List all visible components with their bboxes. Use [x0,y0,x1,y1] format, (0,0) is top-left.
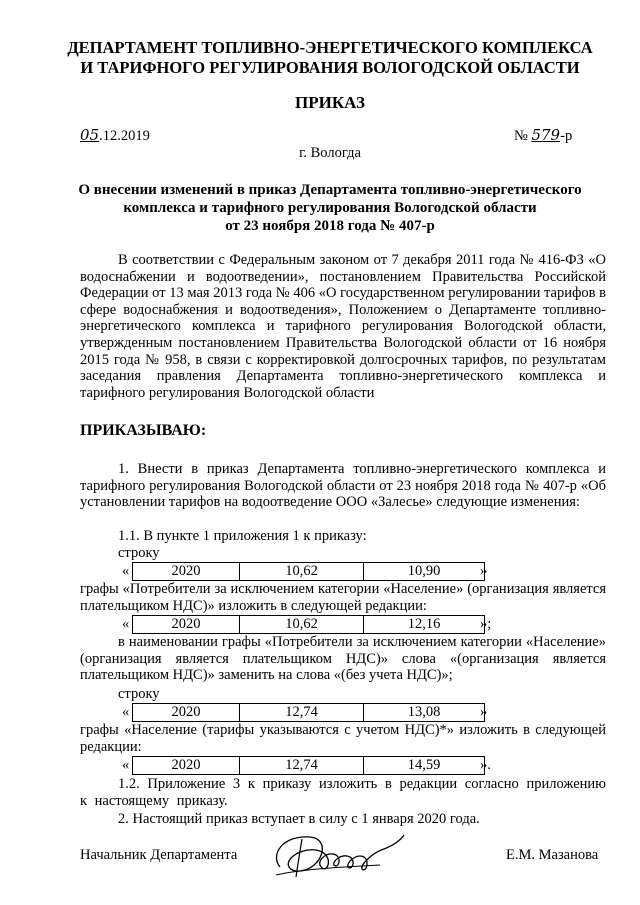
open-quote: « [122,757,130,773]
tariff-table-3 [132,703,488,722]
open-quote: « [122,704,130,720]
value-cell-1: 12,74 [240,704,364,722]
value-cell-1: 10,62 [240,563,364,581]
stroku-label-1: строку [118,545,160,561]
city: г. Вологда [299,145,361,161]
order-title-line2: комплекса и тарифного регулирования Вологодской области [123,200,537,216]
value-cell-1: 10,62 [240,616,364,634]
open-quote: « [122,563,130,579]
year-cell: 2020 [133,563,240,581]
preamble-paragraph: В соответствии с Федеральным законом от 7 декабря 2011 года № 416-ФЗ «О водоснабжении и водоотведении», постановлением Правительства Российской Федерации от 13 мая 2013 года № 406 «О государственном регулировании тарифов в сфере водоснабжения и водоотведения», Положением о Департаменте топливно-энергетического комплекса и тарифного регулирования Вологодской области, утвержденным постановлением Правительства Вологодской области от 16 ноября 2015 года № 958, в связи с корректировкой долгосрочных тарифов, по результатам заседания правления Департамента топливно-энергетического комплекса и тарифного регулирования Вологодской области [80,252,606,401]
order-date [80,127,150,145]
close-quote: » [480,704,488,720]
year-cell: 2020 [133,704,240,722]
tariff-table-2 [132,615,485,634]
order-title-line1: О внесении изменений в приказ Департамента топливно-энергетического [78,182,582,198]
year-cell: 2020 [133,616,240,634]
document-type: ПРИКАЗ [295,93,365,112]
year-cell: 2020 [133,757,240,775]
close-quote: ». [480,757,491,773]
value-cell-2: 13,08 [364,704,485,722]
item-2-paragraph: 2. Настоящий приказ вступает в силу с 1 января 2020 года. [118,811,480,827]
department-name-line1: ДЕПАРТАМЕНТ ТОПЛИВНО-ЭНЕРГЕТИЧЕСКОГО КОМПЛЕКСА [67,38,593,57]
rename-paragraph: в наименовании графы «Потребители за исключением категории «Население» (организация является плательщиком НДС)» слова «(организация является плательщиком НДС)» заменить на слова «(без учета НДС)»; [80,634,606,684]
tariff-row-1 [118,562,498,581]
value-cell-2: 14,59 [364,757,485,775]
department-name-line2: И ТАРИФНОГО РЕГУЛИРОВАНИЯ ВОЛОГОДСКОЙ ОБЛАСТИ [80,58,580,77]
value-cell-2: 12,16 [364,616,485,634]
graph-2-paragraph: графы «Население (тарифы указываются с учетом НДС)*» изложить в следующей редакции: [80,722,606,755]
order-number [514,127,572,145]
value-cell-2: 10,90 [364,563,485,581]
order-title-line3: от 23 ноября 2018 года № 407-р [225,218,435,234]
stroku-label-2: строку [118,686,160,702]
signatory-name: Е.М. Мазанова [506,847,599,863]
signatory-position: Начальник Департамента [80,847,238,863]
tariff-row-3 [118,703,498,722]
tariff-table-1 [132,562,488,581]
open-quote: « [122,616,130,632]
item-1-paragraph: 1. Внести в приказ Департамента топливно-энергетического комплекса и тарифного регулирования Вологодской области от 23 ноября 2018 года № 407-р «Об установлении тарифов на водоотведение ООО «Залесье» следующие изменения: [80,461,606,511]
order-word: ПРИКАЗЫВАЮ: [80,422,207,439]
order-number-suffix: -р [560,128,573,144]
tariff-table-4 [132,756,485,775]
item-1-1-heading: 1.1. В пункте 1 приложения 1 к приказу: [118,528,367,544]
tariff-row-2 [118,615,498,634]
value-cell-1: 12,74 [240,757,364,775]
order-date-rest: .12.2019 [99,128,150,144]
handwritten-signature [262,825,412,885]
order-date-day: 05 [80,126,100,144]
order-number-prefix: № [514,128,528,144]
close-quote: » [480,563,488,579]
graph-1-paragraph: графы «Потребители за исключением категории «Население» (организация является плательщиком НДС)» изложить в следующей редакции: [80,581,606,614]
item-1-2-paragraph: 1.2. Приложение 3 к приказу изложить в редакции согласно приложению к настоящему приказу. [80,776,606,809]
close-quote: »; [480,616,492,632]
tariff-row-4 [118,756,498,775]
order-number-value: 579 [531,126,561,144]
